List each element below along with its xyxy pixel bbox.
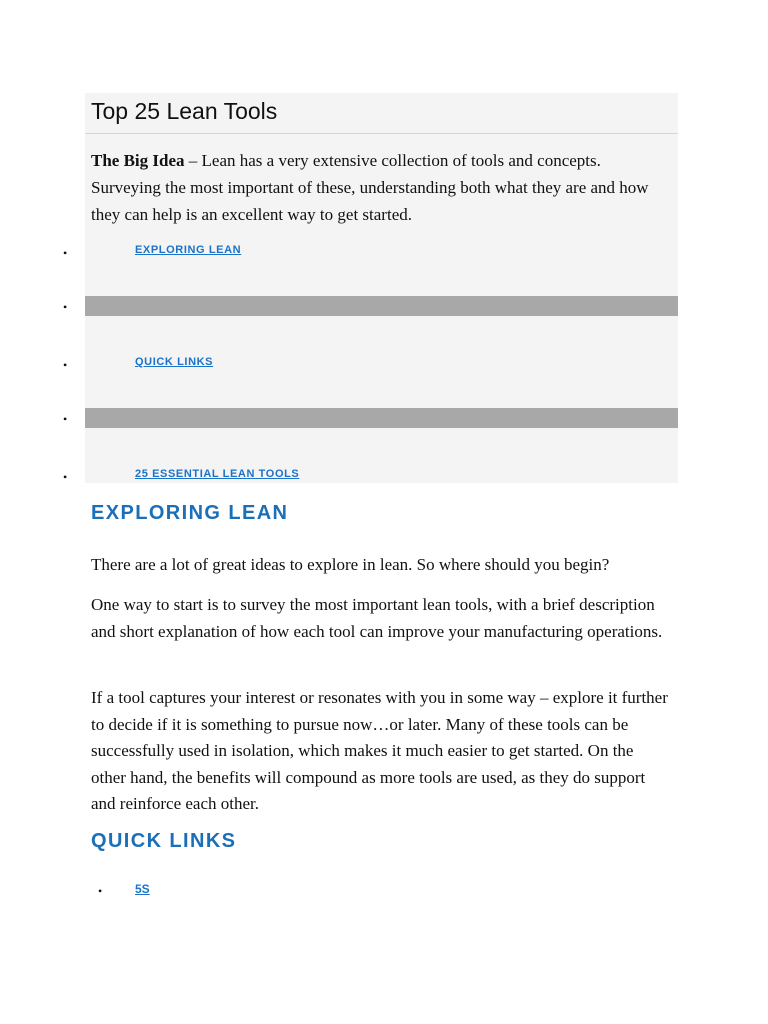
exploring-paragraph-2: One way to start is to survey the most important lean tools, with a brief description and short explanation of how each tool can improve your manufacturing operations. (91, 595, 663, 641)
section-heading-quick-links: QUICK LINKS (91, 830, 237, 852)
bullet-icon: • (63, 246, 68, 260)
bullet-icon: • (63, 358, 68, 372)
page-title: Top 25 Lean Tools (91, 98, 278, 124)
section-heading-exploring-lean: EXPLORING LEAN (91, 502, 289, 524)
quick-link-5s[interactable]: 5S (135, 882, 150, 896)
toc-item-exploring-lean (0, 243, 768, 263)
bullet-icon: • (63, 470, 68, 484)
toc-link-exploring-lean[interactable]: EXPLORING LEAN (135, 244, 242, 256)
toc-item-essential-tools (0, 467, 768, 487)
exploring-paragraph-3: If a tool captures your interest or resonates with you in some way – explore it further to decide if it is something to pursue now…or later. Many of these tools can be successfully used in isolation, which makes it much easier to get started. On the other hand, the benefits will compound as more tools are used, as they do support and reinforce each other. (91, 688, 668, 813)
toc-link-essential-tools[interactable]: 25 ESSENTIAL LEAN TOOLS (135, 468, 300, 480)
toc-link-quick-links[interactable]: QUICK LINKS (135, 356, 214, 368)
bullet-icon: • (63, 300, 68, 314)
big-idea-paragraph (91, 147, 673, 228)
big-idea-label: The Big Idea (91, 151, 185, 170)
exploring-paragraph-1: There are a lot of great ideas to explore in lean. So where should you begin? (91, 555, 610, 574)
toc-item-quick-links (0, 355, 768, 375)
bullet-icon: • (63, 412, 68, 426)
toc-item-separator-2 (63, 408, 678, 428)
toc-item-separator-1 (63, 296, 678, 316)
bullet-icon: • (98, 884, 103, 898)
big-idea-text: – Lean has a very extensive collection of tools and concepts. Surveying the most important of these, understanding both what they are and how they can help is an excellent way to get started. (91, 151, 649, 224)
title-divider (85, 133, 678, 134)
